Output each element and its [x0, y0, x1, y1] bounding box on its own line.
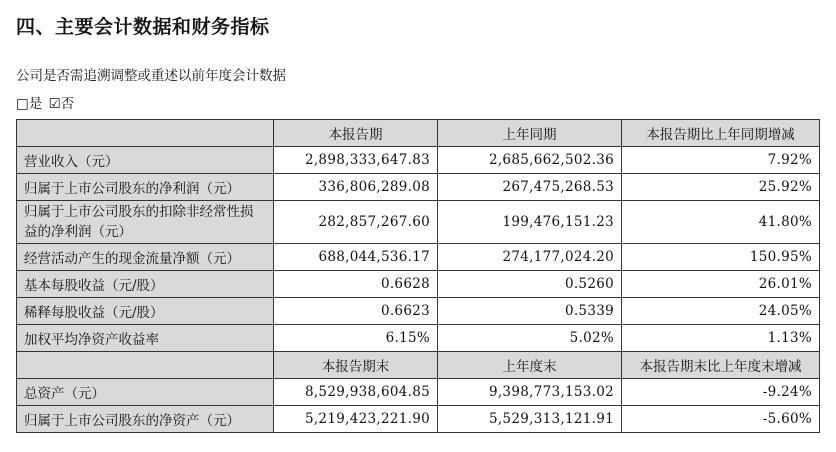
option-yes-checkbox[interactable]: □是: [16, 96, 43, 112]
change-value: -9.24%: [622, 379, 820, 406]
change-value: 150.95%: [622, 244, 820, 271]
header-cell: 上年同期: [438, 120, 622, 147]
table-row: [17, 271, 820, 298]
table-row: [17, 147, 820, 174]
prior-period-value: 5.02%: [438, 325, 622, 352]
period-end-value: 5,219,423,221.90: [274, 406, 438, 433]
table-row: [17, 174, 820, 201]
prior-period-value: 2,685,662,502.36: [438, 147, 622, 174]
change-value: 7.92%: [622, 147, 820, 174]
table-row: [17, 325, 820, 352]
current-period-value: 336,806,289.08: [274, 174, 438, 201]
restatement-question: 公司是否需追溯调整或重述以前年度会计数据: [16, 68, 286, 84]
section-heading: 四、主要会计数据和财务指标: [16, 16, 270, 38]
row-label: 基本每股收益（元/股）: [17, 271, 274, 298]
header-cell: 本报告期末比上年度末增减: [622, 352, 820, 379]
table-row: [17, 406, 820, 433]
row-label: 归属于上市公司股东的净利润（元）: [17, 174, 274, 201]
period-end-value: 8,529,938,604.85: [274, 379, 438, 406]
current-period-value: 6.15%: [274, 325, 438, 352]
current-period-value: 2,898,333,647.83: [274, 147, 438, 174]
prior-year-end-value: 5,529,313,121.91: [438, 406, 622, 433]
prior-period-value: 267,475,268.53: [438, 174, 622, 201]
header-cell: [17, 120, 274, 147]
current-period-value: 0.6623: [274, 298, 438, 325]
row-label: 经营活动产生的现金流量净额（元）: [17, 244, 274, 271]
option-no-checkbox[interactable]: ☑否: [48, 96, 75, 112]
current-period-value: 282,857,267.60: [274, 201, 438, 244]
row-label: 总资产（元）: [17, 379, 274, 406]
change-value: 1.13%: [622, 325, 820, 352]
row-label: 营业收入（元）: [17, 147, 274, 174]
header-cell: 本报告期末: [274, 352, 438, 379]
change-value: -5.60%: [622, 406, 820, 433]
current-period-value: 688,044,536.17: [274, 244, 438, 271]
change-value: 25.92%: [622, 174, 820, 201]
row-label: 归属于上市公司股东的扣除非经常性损益的净利润（元）: [17, 201, 274, 244]
header-cell: 本报告期: [274, 120, 438, 147]
table-row: [17, 298, 820, 325]
change-value: 26.01%: [622, 271, 820, 298]
row-label: 归属于上市公司股东的净资产（元）: [17, 406, 274, 433]
prior-period-value: 199,476,151.23: [438, 201, 622, 244]
row-label: 稀释每股收益（元/股）: [17, 298, 274, 325]
current-period-value: 0.6628: [274, 271, 438, 298]
change-value: 24.05%: [622, 298, 820, 325]
prior-period-value: 0.5260: [438, 271, 622, 298]
table-row: [17, 244, 820, 271]
table-row: [17, 201, 820, 244]
row-label: 加权平均净资产收益率: [17, 325, 274, 352]
restatement-options: [16, 92, 76, 112]
financial-indicators-table: [16, 119, 820, 433]
prior-period-value: 274,177,024.20: [438, 244, 622, 271]
prior-period-value: 0.5339: [438, 298, 622, 325]
table-header-row: [17, 352, 820, 379]
header-cell: 上年度末: [438, 352, 622, 379]
table-header-row: [17, 120, 820, 147]
header-cell: [17, 352, 274, 379]
change-value: 41.80%: [622, 201, 820, 244]
prior-year-end-value: 9,398,773,153.02: [438, 379, 622, 406]
table-row: [17, 379, 820, 406]
header-cell: 本报告期比上年同期增减: [622, 120, 820, 147]
